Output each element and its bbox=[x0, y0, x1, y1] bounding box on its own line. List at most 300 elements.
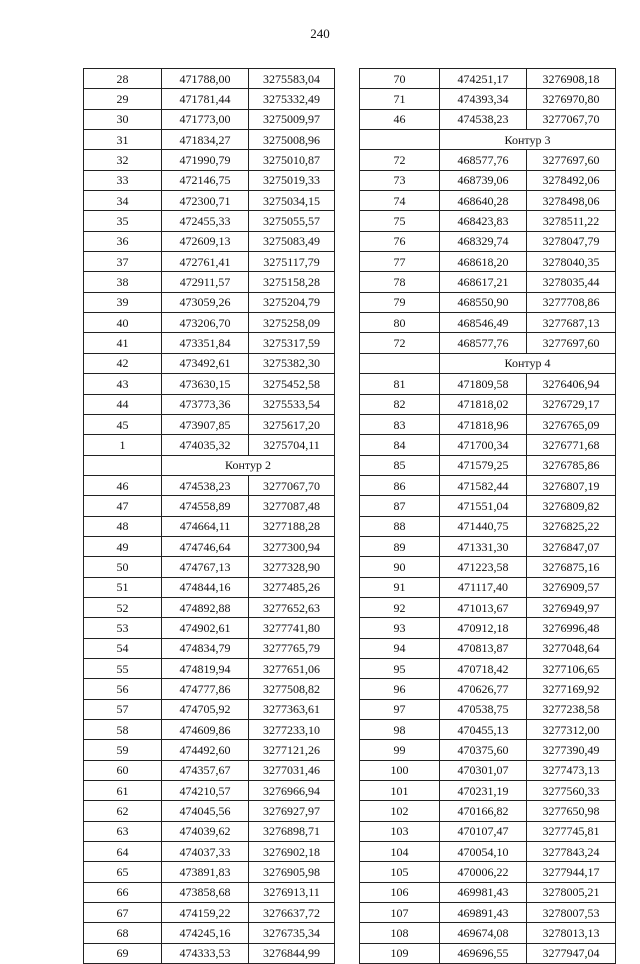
point-number-cell: 61 bbox=[84, 781, 162, 801]
point-number-cell: 94 bbox=[360, 638, 440, 658]
contour-header-row bbox=[360, 353, 616, 373]
table-row bbox=[360, 89, 616, 109]
y-coordinate-cell: 3277169,92 bbox=[527, 679, 616, 699]
y-coordinate-cell: 3277363,61 bbox=[249, 699, 335, 719]
point-number-cell: 76 bbox=[360, 231, 440, 251]
point-number-cell: 30 bbox=[84, 109, 162, 129]
y-coordinate-cell: 3277328,90 bbox=[249, 557, 335, 577]
table-row bbox=[84, 109, 335, 129]
y-coordinate-cell: 3277300,94 bbox=[249, 536, 335, 556]
table-row bbox=[84, 862, 335, 882]
x-coordinate-cell: 471773,00 bbox=[162, 109, 249, 129]
y-coordinate-cell: 3276729,17 bbox=[527, 394, 616, 414]
x-coordinate-cell: 472300,71 bbox=[162, 191, 249, 211]
x-coordinate-cell: 471788,00 bbox=[162, 69, 249, 89]
x-coordinate-cell: 474558,89 bbox=[162, 496, 249, 516]
x-coordinate-cell: 474159,22 bbox=[162, 903, 249, 923]
table-row bbox=[84, 231, 335, 251]
x-coordinate-cell: 474357,67 bbox=[162, 760, 249, 780]
table-row bbox=[360, 882, 616, 902]
y-coordinate-cell: 3276809,82 bbox=[527, 496, 616, 516]
point-number-cell: 87 bbox=[360, 496, 440, 516]
y-coordinate-cell: 3277652,63 bbox=[249, 597, 335, 617]
x-coordinate-cell: 474045,56 bbox=[162, 801, 249, 821]
point-number-cell: 48 bbox=[84, 516, 162, 536]
contour-header-row bbox=[360, 130, 616, 150]
y-coordinate-cell: 3277390,49 bbox=[527, 740, 616, 760]
table-row bbox=[84, 740, 335, 760]
right-table-body bbox=[360, 69, 616, 964]
y-coordinate-cell: 3278511,22 bbox=[527, 211, 616, 231]
table-row bbox=[360, 943, 616, 963]
page-number: 240 bbox=[310, 26, 330, 41]
table-row bbox=[84, 536, 335, 556]
point-number-cell: 32 bbox=[84, 150, 162, 170]
table-row bbox=[84, 781, 335, 801]
table-row bbox=[84, 577, 335, 597]
table-row bbox=[360, 557, 616, 577]
table-row bbox=[360, 191, 616, 211]
table-row bbox=[360, 496, 616, 516]
x-coordinate-cell: 471013,67 bbox=[440, 597, 527, 617]
point-number-cell: 70 bbox=[360, 69, 440, 89]
x-coordinate-cell: 468329,74 bbox=[440, 231, 527, 251]
y-coordinate-cell: 3276785,86 bbox=[527, 455, 616, 475]
y-coordinate-cell: 3277188,28 bbox=[249, 516, 335, 536]
y-coordinate-cell: 3278498,06 bbox=[527, 191, 616, 211]
y-coordinate-cell: 3275008,96 bbox=[249, 130, 335, 150]
x-coordinate-cell: 470107,47 bbox=[440, 821, 527, 841]
x-coordinate-cell: 469981,43 bbox=[440, 882, 527, 902]
y-coordinate-cell: 3276996,48 bbox=[527, 618, 616, 638]
x-coordinate-cell: 474902,61 bbox=[162, 618, 249, 638]
point-number-cell: 73 bbox=[360, 170, 440, 190]
y-coordinate-cell: 3275010,87 bbox=[249, 150, 335, 170]
point-number-cell: 33 bbox=[84, 170, 162, 190]
contour-header-cell: Контур 3 bbox=[440, 130, 616, 150]
table-row bbox=[84, 414, 335, 434]
x-coordinate-cell: 471223,58 bbox=[440, 557, 527, 577]
x-coordinate-cell: 471818,96 bbox=[440, 414, 527, 434]
point-number-cell: 79 bbox=[360, 292, 440, 312]
x-coordinate-cell: 474664,11 bbox=[162, 516, 249, 536]
y-coordinate-cell: 3275317,59 bbox=[249, 333, 335, 353]
x-coordinate-cell: 471579,25 bbox=[440, 455, 527, 475]
table-row bbox=[360, 313, 616, 333]
y-coordinate-cell: 3277312,00 bbox=[527, 720, 616, 740]
point-number-cell: 46 bbox=[360, 109, 440, 129]
y-coordinate-cell: 3276970,80 bbox=[527, 89, 616, 109]
x-coordinate-cell: 468546,49 bbox=[440, 313, 527, 333]
point-number-cell: 109 bbox=[360, 943, 440, 963]
y-coordinate-cell: 3277238,58 bbox=[527, 699, 616, 719]
table-row bbox=[84, 760, 335, 780]
table-row bbox=[360, 231, 616, 251]
point-number-cell: 82 bbox=[360, 394, 440, 414]
y-coordinate-cell: 3275158,28 bbox=[249, 272, 335, 292]
table-row bbox=[360, 842, 616, 862]
point-number-cell: 80 bbox=[360, 313, 440, 333]
y-coordinate-cell: 3277765,79 bbox=[249, 638, 335, 658]
table-row bbox=[84, 313, 335, 333]
y-coordinate-cell: 3276847,07 bbox=[527, 536, 616, 556]
table-row bbox=[84, 801, 335, 821]
table-row bbox=[84, 720, 335, 740]
y-coordinate-cell: 3276905,98 bbox=[249, 862, 335, 882]
x-coordinate-cell: 474251,17 bbox=[440, 69, 527, 89]
table-row bbox=[84, 618, 335, 638]
point-number-cell: 63 bbox=[84, 821, 162, 841]
table-row bbox=[84, 903, 335, 923]
y-coordinate-cell: 3275583,04 bbox=[249, 69, 335, 89]
point-number-cell: 56 bbox=[84, 679, 162, 699]
point-number-cell: 103 bbox=[360, 821, 440, 841]
x-coordinate-cell: 474777,86 bbox=[162, 679, 249, 699]
y-coordinate-cell: 3276765,09 bbox=[527, 414, 616, 434]
y-coordinate-cell: 3277508,82 bbox=[249, 679, 335, 699]
y-coordinate-cell: 3277121,26 bbox=[249, 740, 335, 760]
x-coordinate-cell: 470166,82 bbox=[440, 801, 527, 821]
x-coordinate-cell: 468739,06 bbox=[440, 170, 527, 190]
point-number-cell: 53 bbox=[84, 618, 162, 638]
point-number-cell: 77 bbox=[360, 252, 440, 272]
x-coordinate-cell: 474245,16 bbox=[162, 923, 249, 943]
table-row bbox=[84, 130, 335, 150]
y-coordinate-cell: 3276771,68 bbox=[527, 435, 616, 455]
point-number-cell: 104 bbox=[360, 842, 440, 862]
coordinates-table-left bbox=[83, 68, 335, 964]
y-coordinate-cell: 3277745,81 bbox=[527, 821, 616, 841]
table-row bbox=[360, 150, 616, 170]
x-coordinate-cell: 473907,85 bbox=[162, 414, 249, 434]
y-coordinate-cell: 3276908,18 bbox=[527, 69, 616, 89]
y-coordinate-cell: 3278047,79 bbox=[527, 231, 616, 251]
y-coordinate-cell: 3278035,44 bbox=[527, 272, 616, 292]
table-row bbox=[360, 699, 616, 719]
table-row bbox=[84, 191, 335, 211]
point-number-cell: 88 bbox=[360, 516, 440, 536]
x-coordinate-cell: 469891,43 bbox=[440, 903, 527, 923]
table-row bbox=[84, 292, 335, 312]
y-coordinate-cell: 3276902,18 bbox=[249, 842, 335, 862]
point-number-cell: 51 bbox=[84, 577, 162, 597]
table-row bbox=[360, 781, 616, 801]
x-coordinate-cell: 473630,15 bbox=[162, 374, 249, 394]
y-coordinate-cell: 3275055,57 bbox=[249, 211, 335, 231]
point-number-cell: 75 bbox=[360, 211, 440, 231]
table-row bbox=[360, 597, 616, 617]
y-coordinate-cell: 3277708,86 bbox=[527, 292, 616, 312]
point-number-cell: 45 bbox=[84, 414, 162, 434]
y-coordinate-cell: 3275117,79 bbox=[249, 252, 335, 272]
table-row bbox=[84, 882, 335, 902]
point-number-cell: 95 bbox=[360, 658, 440, 678]
table-row bbox=[84, 842, 335, 862]
empty-cell bbox=[84, 455, 162, 475]
table-row bbox=[360, 435, 616, 455]
table-row bbox=[84, 516, 335, 536]
table-row bbox=[360, 516, 616, 536]
point-number-cell: 29 bbox=[84, 89, 162, 109]
point-number-cell: 90 bbox=[360, 557, 440, 577]
y-coordinate-cell: 3277843,24 bbox=[527, 842, 616, 862]
point-number-cell: 37 bbox=[84, 252, 162, 272]
x-coordinate-cell: 468577,76 bbox=[440, 150, 527, 170]
table-row bbox=[360, 170, 616, 190]
point-number-cell: 81 bbox=[360, 374, 440, 394]
x-coordinate-cell: 468618,20 bbox=[440, 252, 527, 272]
x-coordinate-cell: 471700,34 bbox=[440, 435, 527, 455]
x-coordinate-cell: 474393,34 bbox=[440, 89, 527, 109]
point-number-cell: 41 bbox=[84, 333, 162, 353]
x-coordinate-cell: 471440,75 bbox=[440, 516, 527, 536]
point-number-cell: 96 bbox=[360, 679, 440, 699]
point-number-cell: 92 bbox=[360, 597, 440, 617]
point-number-cell: 72 bbox=[360, 333, 440, 353]
x-coordinate-cell: 472146,75 bbox=[162, 170, 249, 190]
point-number-cell: 35 bbox=[84, 211, 162, 231]
point-number-cell: 58 bbox=[84, 720, 162, 740]
x-coordinate-cell: 470054,10 bbox=[440, 842, 527, 862]
point-number-cell: 65 bbox=[84, 862, 162, 882]
y-coordinate-cell: 3277741,80 bbox=[249, 618, 335, 638]
y-coordinate-cell: 3277067,70 bbox=[249, 475, 335, 495]
point-number-cell: 91 bbox=[360, 577, 440, 597]
y-coordinate-cell: 3277106,65 bbox=[527, 658, 616, 678]
x-coordinate-cell: 474035,32 bbox=[162, 435, 249, 455]
y-coordinate-cell: 3275019,33 bbox=[249, 170, 335, 190]
x-coordinate-cell: 470912,18 bbox=[440, 618, 527, 638]
table-row bbox=[84, 394, 335, 414]
y-coordinate-cell: 3277048,64 bbox=[527, 638, 616, 658]
table-row bbox=[360, 272, 616, 292]
point-number-cell: 101 bbox=[360, 781, 440, 801]
table-row bbox=[84, 272, 335, 292]
table-row bbox=[84, 170, 335, 190]
x-coordinate-cell: 470375,60 bbox=[440, 740, 527, 760]
point-number-cell: 106 bbox=[360, 882, 440, 902]
point-number-cell: 66 bbox=[84, 882, 162, 902]
point-number-cell: 49 bbox=[84, 536, 162, 556]
point-number-cell: 93 bbox=[360, 618, 440, 638]
x-coordinate-cell: 471117,40 bbox=[440, 577, 527, 597]
point-number-cell: 72 bbox=[360, 150, 440, 170]
point-number-cell: 71 bbox=[360, 89, 440, 109]
x-coordinate-cell: 468423,83 bbox=[440, 211, 527, 231]
y-coordinate-cell: 3278005,21 bbox=[527, 882, 616, 902]
y-coordinate-cell: 3275034,15 bbox=[249, 191, 335, 211]
table-row bbox=[360, 760, 616, 780]
table-row bbox=[84, 923, 335, 943]
table-row bbox=[360, 69, 616, 89]
table-row bbox=[84, 943, 335, 963]
y-coordinate-cell: 3277067,70 bbox=[527, 109, 616, 129]
x-coordinate-cell: 469696,55 bbox=[440, 943, 527, 963]
table-row bbox=[84, 150, 335, 170]
y-coordinate-cell: 3278040,35 bbox=[527, 252, 616, 272]
x-coordinate-cell: 474039,62 bbox=[162, 821, 249, 841]
table-row bbox=[84, 475, 335, 495]
x-coordinate-cell: 474834,79 bbox=[162, 638, 249, 658]
y-coordinate-cell: 3275533,54 bbox=[249, 394, 335, 414]
x-coordinate-cell: 473351,84 bbox=[162, 333, 249, 353]
point-number-cell: 85 bbox=[360, 455, 440, 475]
y-coordinate-cell: 3277233,10 bbox=[249, 720, 335, 740]
point-number-cell: 44 bbox=[84, 394, 162, 414]
table-row bbox=[360, 414, 616, 434]
table-row bbox=[360, 923, 616, 943]
x-coordinate-cell: 471809,58 bbox=[440, 374, 527, 394]
y-coordinate-cell: 3278007,53 bbox=[527, 903, 616, 923]
table-row bbox=[84, 699, 335, 719]
y-coordinate-cell: 3276825,22 bbox=[527, 516, 616, 536]
y-coordinate-cell: 3276913,11 bbox=[249, 882, 335, 902]
table-row bbox=[360, 618, 616, 638]
table-row bbox=[84, 374, 335, 394]
x-coordinate-cell: 474892,88 bbox=[162, 597, 249, 617]
x-coordinate-cell: 471990,79 bbox=[162, 150, 249, 170]
x-coordinate-cell: 470455,13 bbox=[440, 720, 527, 740]
y-coordinate-cell: 3276875,16 bbox=[527, 557, 616, 577]
y-coordinate-cell: 3275452,58 bbox=[249, 374, 335, 394]
point-number-cell: 107 bbox=[360, 903, 440, 923]
table-row bbox=[84, 557, 335, 577]
x-coordinate-cell: 474333,53 bbox=[162, 943, 249, 963]
x-coordinate-cell: 474844,16 bbox=[162, 577, 249, 597]
point-number-cell: 31 bbox=[84, 130, 162, 150]
point-number-cell: 99 bbox=[360, 740, 440, 760]
x-coordinate-cell: 470231,19 bbox=[440, 781, 527, 801]
point-number-cell: 47 bbox=[84, 496, 162, 516]
point-number-cell: 86 bbox=[360, 475, 440, 495]
point-number-cell: 43 bbox=[84, 374, 162, 394]
x-coordinate-cell: 473858,68 bbox=[162, 882, 249, 902]
point-number-cell: 100 bbox=[360, 760, 440, 780]
x-coordinate-cell: 468640,28 bbox=[440, 191, 527, 211]
y-coordinate-cell: 3276637,72 bbox=[249, 903, 335, 923]
x-coordinate-cell: 471818,02 bbox=[440, 394, 527, 414]
y-coordinate-cell: 3276966,94 bbox=[249, 781, 335, 801]
y-coordinate-cell: 3275332,49 bbox=[249, 89, 335, 109]
x-coordinate-cell: 472609,13 bbox=[162, 231, 249, 251]
y-coordinate-cell: 3275258,09 bbox=[249, 313, 335, 333]
table-row bbox=[360, 740, 616, 760]
point-number-cell: 42 bbox=[84, 353, 162, 373]
point-number-cell: 84 bbox=[360, 435, 440, 455]
point-number-cell: 40 bbox=[84, 313, 162, 333]
table-row bbox=[84, 69, 335, 89]
x-coordinate-cell: 474538,23 bbox=[162, 475, 249, 495]
table-row bbox=[360, 292, 616, 312]
table-row bbox=[84, 638, 335, 658]
x-coordinate-cell: 474492,60 bbox=[162, 740, 249, 760]
table-row bbox=[84, 333, 335, 353]
table-row bbox=[360, 394, 616, 414]
point-number-cell: 55 bbox=[84, 658, 162, 678]
point-number-cell: 108 bbox=[360, 923, 440, 943]
x-coordinate-cell: 471551,04 bbox=[440, 496, 527, 516]
point-number-cell: 50 bbox=[84, 557, 162, 577]
x-coordinate-cell: 474746,64 bbox=[162, 536, 249, 556]
table-row bbox=[84, 89, 335, 109]
table-row bbox=[84, 353, 335, 373]
point-number-cell: 83 bbox=[360, 414, 440, 434]
table-row bbox=[360, 577, 616, 597]
x-coordinate-cell: 473206,70 bbox=[162, 313, 249, 333]
point-number-cell: 39 bbox=[84, 292, 162, 312]
x-coordinate-cell: 474037,33 bbox=[162, 842, 249, 862]
table-row bbox=[360, 679, 616, 699]
x-coordinate-cell: 474767,13 bbox=[162, 557, 249, 577]
x-coordinate-cell: 470301,07 bbox=[440, 760, 527, 780]
point-number-cell: 69 bbox=[84, 943, 162, 963]
x-coordinate-cell: 471834,27 bbox=[162, 130, 249, 150]
y-coordinate-cell: 3276949,97 bbox=[527, 597, 616, 617]
y-coordinate-cell: 3275204,79 bbox=[249, 292, 335, 312]
table-row bbox=[84, 496, 335, 516]
y-coordinate-cell: 3278013,13 bbox=[527, 923, 616, 943]
x-coordinate-cell: 473891,83 bbox=[162, 862, 249, 882]
left-table-body bbox=[84, 69, 335, 964]
coordinates-table-right bbox=[359, 68, 616, 964]
x-coordinate-cell: 468617,21 bbox=[440, 272, 527, 292]
y-coordinate-cell: 3277560,33 bbox=[527, 781, 616, 801]
y-coordinate-cell: 3277687,13 bbox=[527, 313, 616, 333]
y-coordinate-cell: 3277697,60 bbox=[527, 150, 616, 170]
y-coordinate-cell: 3278492,06 bbox=[527, 170, 616, 190]
point-number-cell: 34 bbox=[84, 191, 162, 211]
y-coordinate-cell: 3277087,48 bbox=[249, 496, 335, 516]
table-row bbox=[360, 333, 616, 353]
table-row bbox=[360, 862, 616, 882]
x-coordinate-cell: 472455,33 bbox=[162, 211, 249, 231]
y-coordinate-cell: 3276909,57 bbox=[527, 577, 616, 597]
y-coordinate-cell: 3277473,13 bbox=[527, 760, 616, 780]
x-coordinate-cell: 470718,42 bbox=[440, 658, 527, 678]
x-coordinate-cell: 471781,44 bbox=[162, 89, 249, 109]
x-coordinate-cell: 474705,92 bbox=[162, 699, 249, 719]
point-number-cell: 89 bbox=[360, 536, 440, 556]
empty-cell bbox=[360, 353, 440, 373]
y-coordinate-cell: 3275083,49 bbox=[249, 231, 335, 251]
y-coordinate-cell: 3276844,99 bbox=[249, 943, 335, 963]
table-row bbox=[360, 903, 616, 923]
point-number-cell: 60 bbox=[84, 760, 162, 780]
x-coordinate-cell: 472761,41 bbox=[162, 252, 249, 272]
point-number-cell: 57 bbox=[84, 699, 162, 719]
table-row bbox=[84, 658, 335, 678]
point-number-cell: 74 bbox=[360, 191, 440, 211]
y-coordinate-cell: 3277944,17 bbox=[527, 862, 616, 882]
point-number-cell: 59 bbox=[84, 740, 162, 760]
y-coordinate-cell: 3277485,26 bbox=[249, 577, 335, 597]
y-coordinate-cell: 3276927,97 bbox=[249, 801, 335, 821]
point-number-cell: 62 bbox=[84, 801, 162, 821]
x-coordinate-cell: 472911,57 bbox=[162, 272, 249, 292]
point-number-cell: 54 bbox=[84, 638, 162, 658]
y-coordinate-cell: 3276406,94 bbox=[527, 374, 616, 394]
table-row bbox=[360, 720, 616, 740]
x-coordinate-cell: 474609,86 bbox=[162, 720, 249, 740]
table-row bbox=[360, 821, 616, 841]
point-number-cell: 36 bbox=[84, 231, 162, 251]
contour-header-row bbox=[84, 455, 335, 475]
y-coordinate-cell: 3275704,11 bbox=[249, 435, 335, 455]
table-row bbox=[360, 638, 616, 658]
x-coordinate-cell: 469674,08 bbox=[440, 923, 527, 943]
table-row bbox=[84, 435, 335, 455]
table-row bbox=[360, 536, 616, 556]
